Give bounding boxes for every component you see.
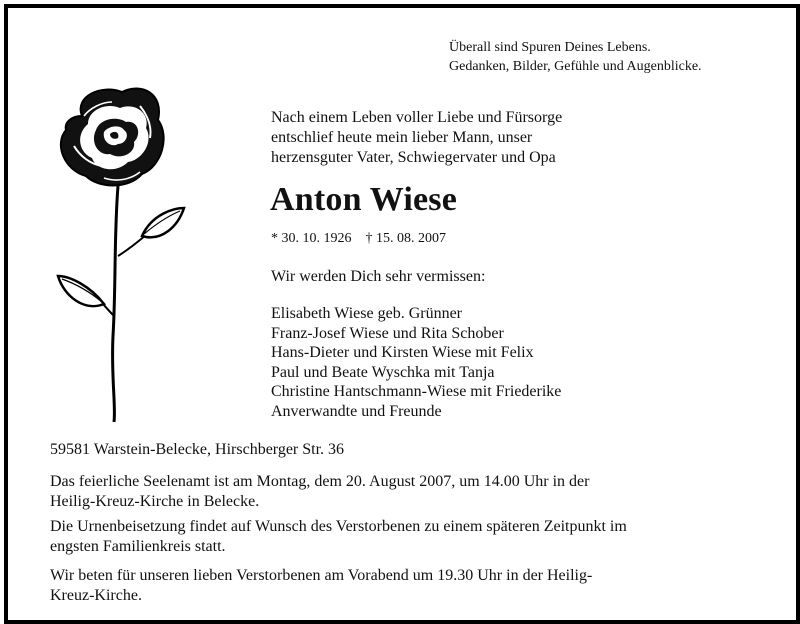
mourner: Elisabeth Wiese geb. Grünner: [271, 305, 462, 322]
rose-icon: [44, 86, 194, 426]
intro-line: Nach einem Leben voller Liebe und Fürsorge: [271, 109, 563, 126]
paragraph-line: Die Urnenbeisetzung findet auf Wunsch des Verstorbenen zu einem späteren Zeitpunkt im: [50, 518, 627, 535]
motto-line: Überall sind Spuren Deines Lebens.: [449, 40, 651, 55]
motto-line: Gedanken, Bilder, Gefühle und Augenblicke.: [449, 59, 702, 74]
paragraph-line: Heilig-Kreuz-Kirche in Belecke.: [50, 493, 260, 510]
death-date: † 15. 08. 2007: [365, 231, 446, 246]
intro-line: entschlief heute mein lieber Mann, unser: [271, 129, 533, 146]
paragraph-line: engsten Familienkreis statt.: [50, 538, 226, 555]
intro-text: [271, 108, 562, 168]
prayer-paragraph: [50, 566, 770, 606]
miss-line: Wir werden Dich sehr vermissen:: [271, 268, 486, 285]
mourner: Paul und Beate Wyschka mit Tanja: [271, 363, 495, 381]
mourner: Anverwandte und Freunde: [271, 402, 442, 420]
paragraph-line: Kreuz-Kirche.: [50, 587, 142, 604]
paragraph-line: Das feierliche Seelenamt ist am Montag, dem 20. August 2007, um 14.00 Uhr in der: [50, 473, 590, 490]
intro-line: herzensguter Vater, Schwiegervater und Opa: [271, 149, 556, 166]
urn-burial-paragraph: [50, 517, 770, 557]
obituary-notice: [4, 4, 800, 624]
funeral-mass-paragraph: [50, 472, 770, 512]
mourner: Hans-Dieter und Kirsten Wiese mit Felix: [271, 344, 534, 361]
birth-date: * 30. 10. 1926: [271, 231, 352, 246]
mourner: Franz-Josef Wiese und Rita Schober: [271, 324, 504, 342]
life-dates: [271, 230, 446, 248]
motto: [449, 38, 702, 76]
paragraph-line: Wir beten für unseren lieben Verstorbenen am Vorabend um 19.30 Uhr in der Heilig-: [50, 567, 593, 584]
address: 59581 Warstein-Belecke, Hirschberger Str. 36: [50, 441, 345, 458]
mourner: Christine Hantschmann-Wiese mit Friederike: [271, 383, 562, 400]
mourners-list: [271, 304, 561, 421]
deceased-name: Anton Wiese: [270, 181, 458, 218]
